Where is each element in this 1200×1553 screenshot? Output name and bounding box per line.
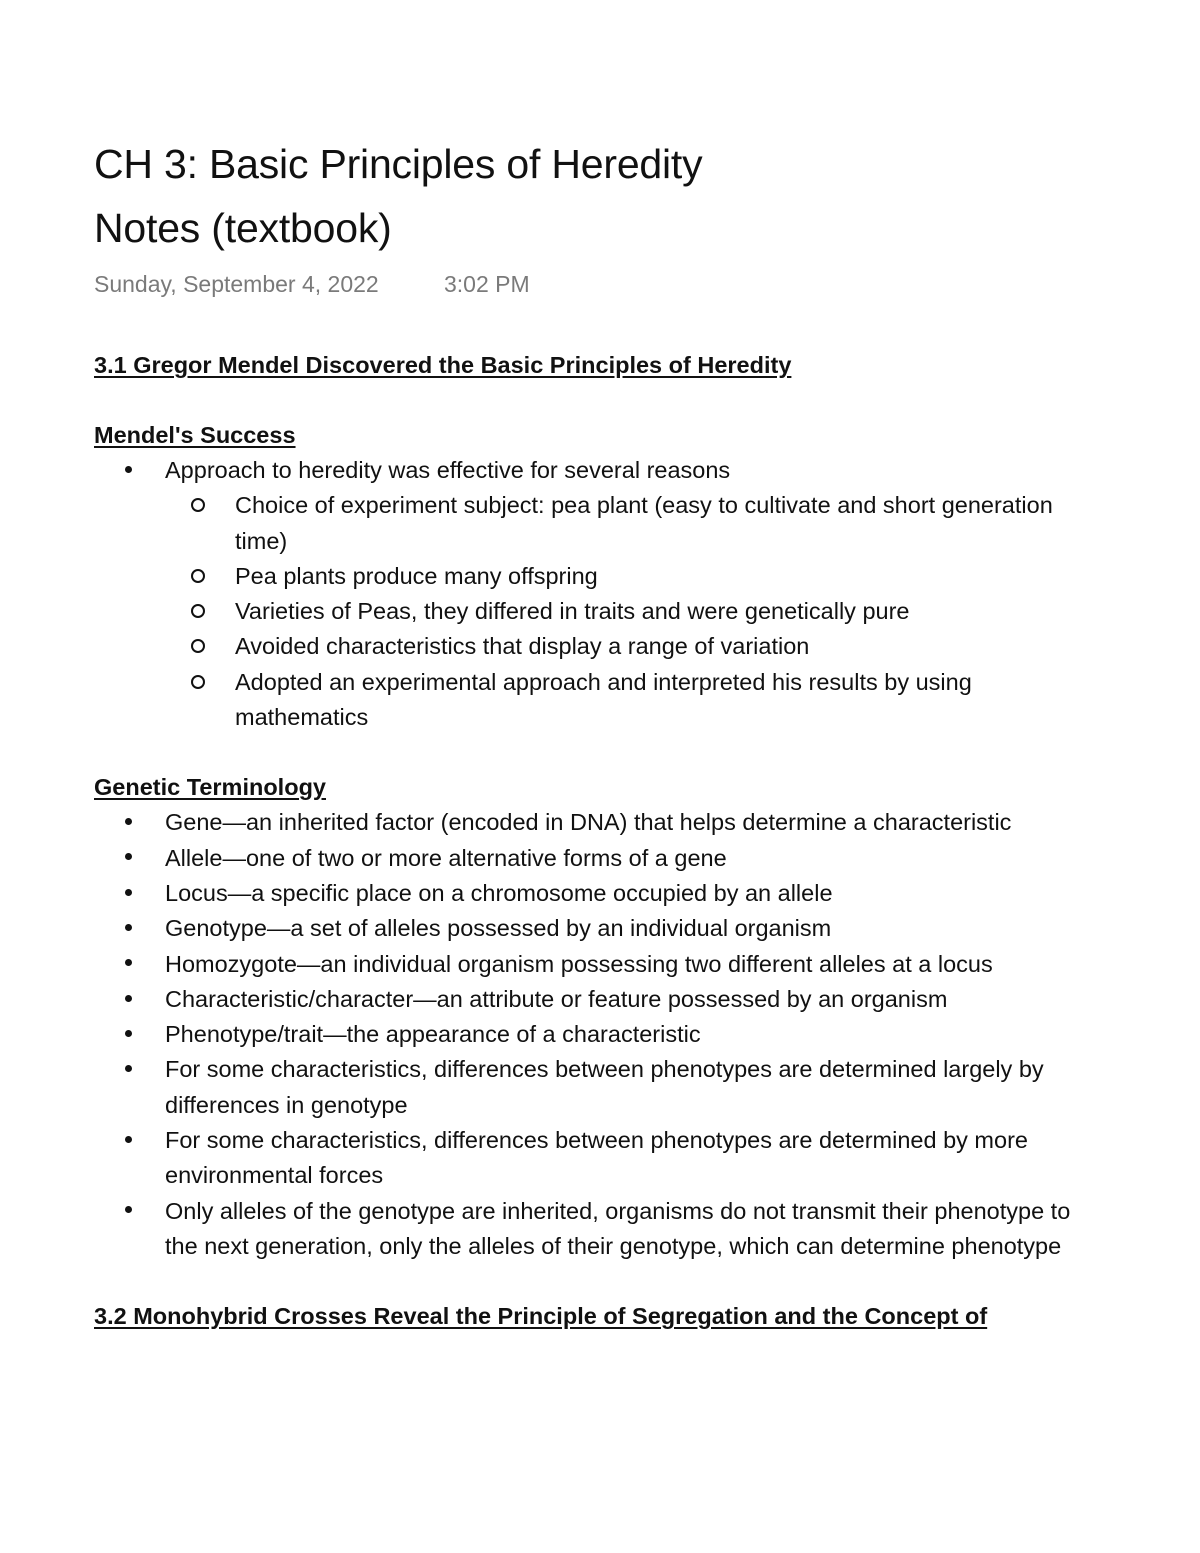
bullet-circle-icon (165, 488, 235, 523)
bullet-dot-icon (118, 805, 138, 840)
sublist-item-text: Avoided characteristics that display a range of variation (235, 633, 810, 660)
list-item (94, 911, 1104, 946)
bullet-circle-icon (165, 629, 235, 664)
sublist-item (165, 665, 1104, 736)
note-time: 3:02 PM (444, 271, 530, 297)
bullet-circle-icon (165, 559, 235, 594)
title-line-1: CH 3: Basic Principles of Heredity (94, 141, 703, 187)
list-item (94, 947, 1104, 982)
note-page (94, 132, 1104, 1334)
success-list (94, 453, 1104, 735)
sublist-item-text: Choice of experiment subject: pea plant (easy to cultivate and short generation time) (235, 492, 1053, 554)
bullet-dot-icon (118, 453, 138, 488)
note-timestamp (94, 268, 1104, 300)
bullet-dot-icon (118, 1194, 138, 1229)
list-item (94, 982, 1104, 1017)
bullet-dot-icon (118, 841, 138, 876)
bullet-circle-icon (165, 665, 235, 700)
list-item (94, 1194, 1104, 1265)
sublist-item (165, 629, 1104, 664)
list-item (94, 876, 1104, 911)
bullet-dot-icon (118, 982, 138, 1017)
sublist-item-text: Adopted an experimental approach and interpreted his results by using mathematics (235, 668, 972, 731)
list-item-text: For some characteristics, differences between phenotypes are determined by more environmental forces (165, 1127, 1028, 1189)
list-item (94, 1052, 1104, 1123)
bullet-dot-icon (118, 876, 138, 911)
terminology-list (94, 805, 1104, 1264)
list-item-text: Phenotype/trait—the appearance of a characteristic (165, 1021, 701, 1048)
list-item (94, 805, 1104, 840)
subheading-genetic-terminology: Genetic Terminology (94, 774, 326, 801)
list-item (94, 841, 1104, 876)
list-item-text: Allele—one of two or more alternative forms of a gene (165, 844, 727, 871)
success-sublist (165, 488, 1104, 735)
bullet-circle-icon (165, 594, 235, 629)
subheading-mendels-success: Mendel's Success (94, 422, 296, 448)
list-item (94, 1123, 1104, 1194)
list-item (94, 1017, 1104, 1052)
sublist-item (165, 488, 1104, 559)
list-item-text: Locus—a specific place on a chromosome occupied by an allele (165, 879, 833, 906)
title-line-2: Notes (textbook) (94, 205, 392, 251)
list-item-text: Characteristic/character—an attribute or feature possessed by an organism (165, 985, 948, 1012)
sublist-item (165, 559, 1104, 594)
list-item-text: Approach to heredity was effective for several reasons (165, 457, 731, 483)
section-heading-3-2: 3.2 Monohybrid Crosses Reveal the Principle of Segregation and the Concept of (94, 1303, 988, 1330)
note-date: Sunday, September 4, 2022 (94, 271, 379, 297)
bullet-dot-icon (118, 1017, 138, 1052)
page-title (94, 132, 1104, 260)
list-item-text: Gene—an inherited factor (encoded in DNA) that helps determine a characteristic (165, 809, 1012, 836)
bullet-dot-icon (118, 1123, 138, 1158)
bullet-dot-icon (118, 947, 138, 982)
list-item-text: For some characteristics, differences between phenotypes are determined largely by differences in genotype (165, 1056, 1044, 1118)
bullet-dot-icon (118, 1052, 138, 1087)
sublist-item (165, 594, 1104, 629)
section-heading-3-1: 3.1 Gregor Mendel Discovered the Basic Principles of Heredity (94, 352, 792, 378)
sublist-item-text: Pea plants produce many offspring (235, 562, 598, 589)
list-item-text: Only alleles of the genotype are inherited, organisms do not transmit their phenotype to the next generation, only the alleles of their genotype, which can determine phenotype (165, 1197, 1071, 1259)
bullet-dot-icon (118, 911, 138, 946)
sublist-item-text: Varieties of Peas, they differed in traits and were genetically pure (235, 598, 910, 625)
list-item-text: Genotype—a set of alleles possessed by an individual organism (165, 915, 832, 942)
list-item (94, 453, 1104, 735)
list-item-text: Homozygote—an individual organism possessing two different alleles at a locus (165, 950, 993, 977)
